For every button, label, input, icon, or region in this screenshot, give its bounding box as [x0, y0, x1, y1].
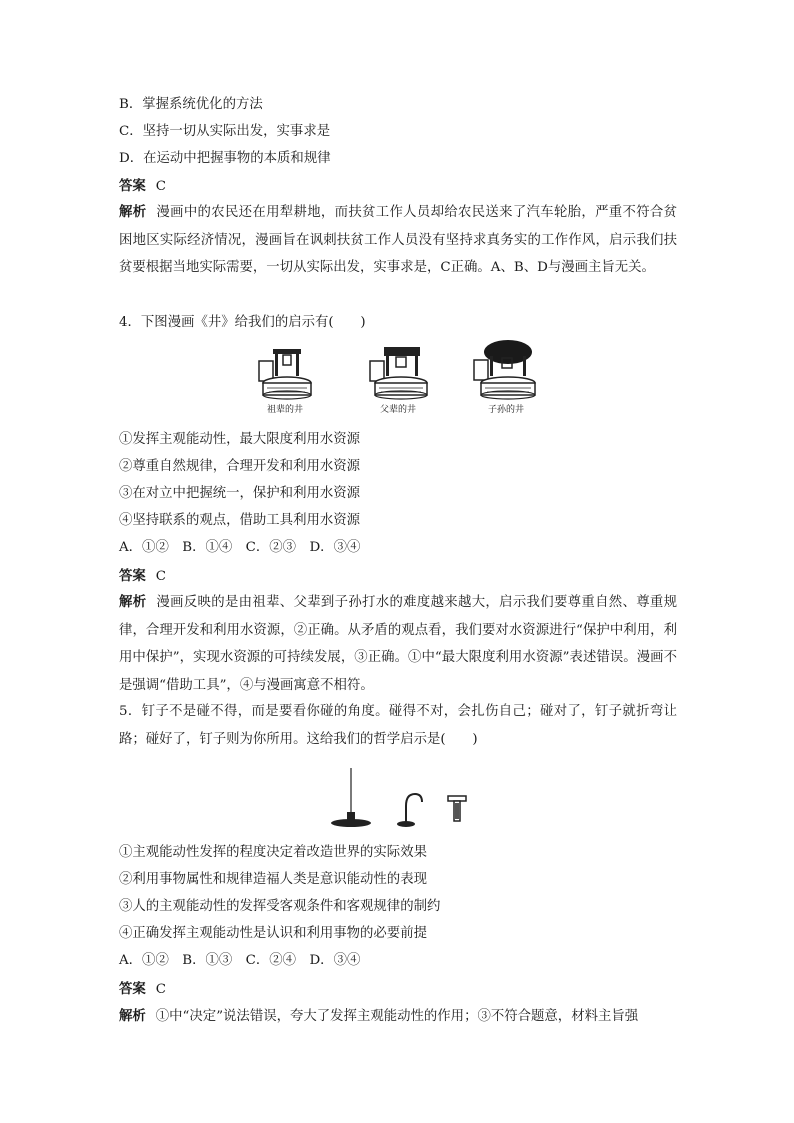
q5-item-2: ②利用事物属性和规律造福人类是意识能动性的表现 — [119, 872, 427, 887]
caption-parents-well: 父辈的井 — [379, 405, 416, 415]
answer-value: C — [155, 179, 167, 194]
analysis-text: ①中“决定”说法错误，夸大了发挥主观能动性的作用；③不符合题意，材料主旨强 — [155, 1009, 639, 1024]
option-c: C．坚持一切从实际出发，实事求是 — [119, 124, 331, 139]
answer-label: 答案 — [119, 568, 146, 584]
caption-descendants-well: 子孙的井 — [487, 405, 524, 415]
question-4-stem: 4．下图漫画《井》给我们的启示有( ) — [119, 315, 366, 330]
answer-label: 答案 — [119, 178, 146, 194]
q4-item-3: ③在对立中把握统一，保护和利用水资源 — [119, 486, 361, 501]
well-cartoon-parents — [366, 343, 432, 401]
q5-item-3: ③人的主观能动性的发挥受客观条件和客观规律的制约 — [119, 899, 441, 914]
q4-item-4: ④坚持联系的观点，借助工具利用水资源 — [119, 513, 361, 528]
q4-choices: A．①② B．①④ C．②③ D．③④ — [119, 540, 361, 555]
nail-cartoon — [330, 764, 470, 830]
analysis-text: 漫画反映的是由祖辈、父辈到子孙打水的难度越来越大，启示我们要尊重自然、尊重规律，合理开发和利用水资源，②正确。从矛盾的观点看，我们要对水资源进行“保护中利用，利用中保护”，实现水资源的可持续发展，③正确。①中“最大限度利用水资源”表述错误。漫画不是强调“借助工具”，④与漫画寓意不相符。 — [119, 595, 678, 693]
analysis-label: 解析 — [119, 1008, 146, 1024]
q4-analysis-paragraph — [119, 589, 677, 699]
q5-item-1: ①主观能动性发挥的程度决定着改造世界的实际效果 — [119, 845, 427, 860]
answer-row — [119, 176, 166, 197]
option-b: B．掌握系统优化的方法 — [119, 97, 263, 112]
q5-choices: A．①② B．①③ C．②④ D．③④ — [119, 953, 361, 968]
answer-label: 答案 — [119, 981, 146, 997]
analysis-label: 解析 — [119, 594, 147, 610]
well-cartoon-descendants — [470, 338, 540, 401]
answer-value: C — [155, 982, 167, 997]
q4-item-2: ②尊重自然规律，合理开发和利用水资源 — [119, 459, 361, 474]
question-5-stem: 5．钉子不是碰不得，而是要看你碰的角度。碰得不对，会扎伤自己；碰对了，钉子就折弯让路；碰好了，钉子则为你所用。这给我们的哲学启示是( ) — [119, 704, 677, 747]
analysis-text: 漫画中的农民还在用犁耕地，而扶贫工作人员却给农民送来了汽车轮胎，严重不符合贫困地区实际经济情况，漫画旨在讽刺扶贫工作人员没有坚持求真务实的工作作风，启示我们扶贫要根据当地实际需要，一切从实际出发，实事求是，C正确。A、B、D与漫画主旨无关。 — [119, 205, 678, 275]
well-cartoon-grandparents — [255, 343, 315, 401]
q5-analysis-line — [119, 1006, 638, 1027]
option-d: D．在运动中把握事物的本质和规律 — [119, 151, 331, 166]
analysis-paragraph — [119, 199, 677, 282]
q5-answer-row — [119, 979, 166, 1000]
caption-grandparents-well: 祖辈的井 — [266, 405, 303, 415]
q5-item-4: ④正确发挥主观能动性是认识和利用事物的必要前提 — [119, 926, 427, 941]
q4-item-1: ①发挥主观能动性，最大限度利用水资源 — [119, 432, 361, 447]
q4-answer-row — [119, 566, 166, 587]
answer-value: C — [155, 569, 167, 584]
analysis-label: 解析 — [119, 204, 147, 220]
